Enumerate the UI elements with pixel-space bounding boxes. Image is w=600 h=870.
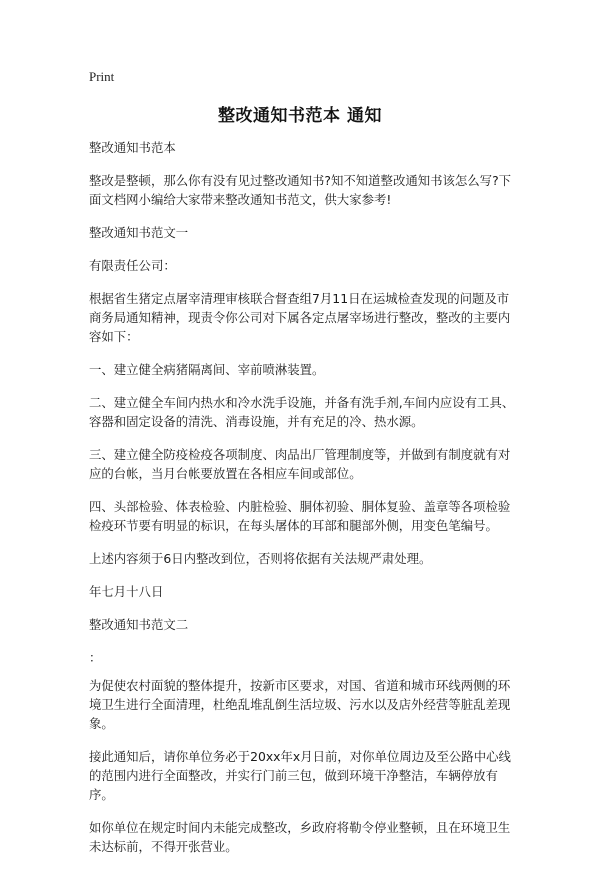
paragraph-sample-two-title: 整改通知书范文二 bbox=[89, 617, 189, 632]
paragraph-purpose: 为促使农村面貌的整体提升，按新市区要求，对国、省道和城市环线两侧的环境卫生进行全面清理，杜绝乱堆乱倒生活垃圾、污水以及店外经营等脏乱差现象。 bbox=[89, 678, 511, 731]
paragraph-request: 接此通知后，请你单位务必于20xx年x月日前，对你单位周边及至公路中心线的范围内进行全面整改，并实行门前三包，做到环境干净整洁，车辆停放有序。 bbox=[89, 749, 511, 802]
paragraph-recipient-two: ： bbox=[89, 650, 102, 665]
paragraph-item-2: 二、建立健全车间内热水和冷水洗手设施，并备有洗手剂,车间内应设有工具、容器和固定设备的清洗、消毒设施，并有充足的冷、热水源。 bbox=[89, 395, 515, 429]
document-title: 整改通知书范本 通知 bbox=[218, 106, 382, 126]
document-body bbox=[89, 138, 517, 870]
paragraph-item-4: 四、头部检验、体表检验、内脏检验、胴体初验、胴体复验、盖章等各项检验检疫环节要有明显的标识，在每头屠体的耳部和腿部外侧，用变色笔编号。 bbox=[89, 499, 511, 533]
paragraph-item-1: 一、建立健全病猪隔离间、宰前喷淋装置。 bbox=[89, 362, 325, 377]
paragraph-penalty: 如你单位在规定时间内未能完成整改，乡政府将勒令停业整顿，且在环境卫生未达标前，不得开张营业。 bbox=[89, 820, 511, 854]
paragraph-sample-one-title: 整改通知书范文一 bbox=[89, 225, 189, 240]
paragraph-basis: 根据省生猪定点屠宰清理审核联合督查组7月11日在运城检查发现的问题及市商务局通知精神，现责令你公司对下属各定点屠宰场进行整改，整改的主要内容如下： bbox=[89, 291, 511, 344]
paragraph-intro: 整改是整顿，那么你有没有见过整改通知书?知不知道整改通知书该怎么写?下面文档网小编给大家带来整改通知书范文，供大家参考! bbox=[89, 173, 512, 207]
paragraph-heading: 整改通知书范本 bbox=[89, 140, 176, 155]
paragraph-date: 年七月十八日 bbox=[89, 584, 164, 599]
paragraph-deadline: 上述内容须于6日内整改到位，否则将依据有关法规严肃处理。 bbox=[89, 551, 432, 566]
paragraph-item-3: 三、建立健全防疫检疫各项制度、肉品出厂管理制度等，并做到有制度就有对应的台帐，当月台帐要放置在各相应车间或部位。 bbox=[89, 447, 511, 481]
print-label: Print bbox=[89, 69, 115, 84]
paragraph-recipient: 有限责任公司： bbox=[89, 258, 176, 273]
